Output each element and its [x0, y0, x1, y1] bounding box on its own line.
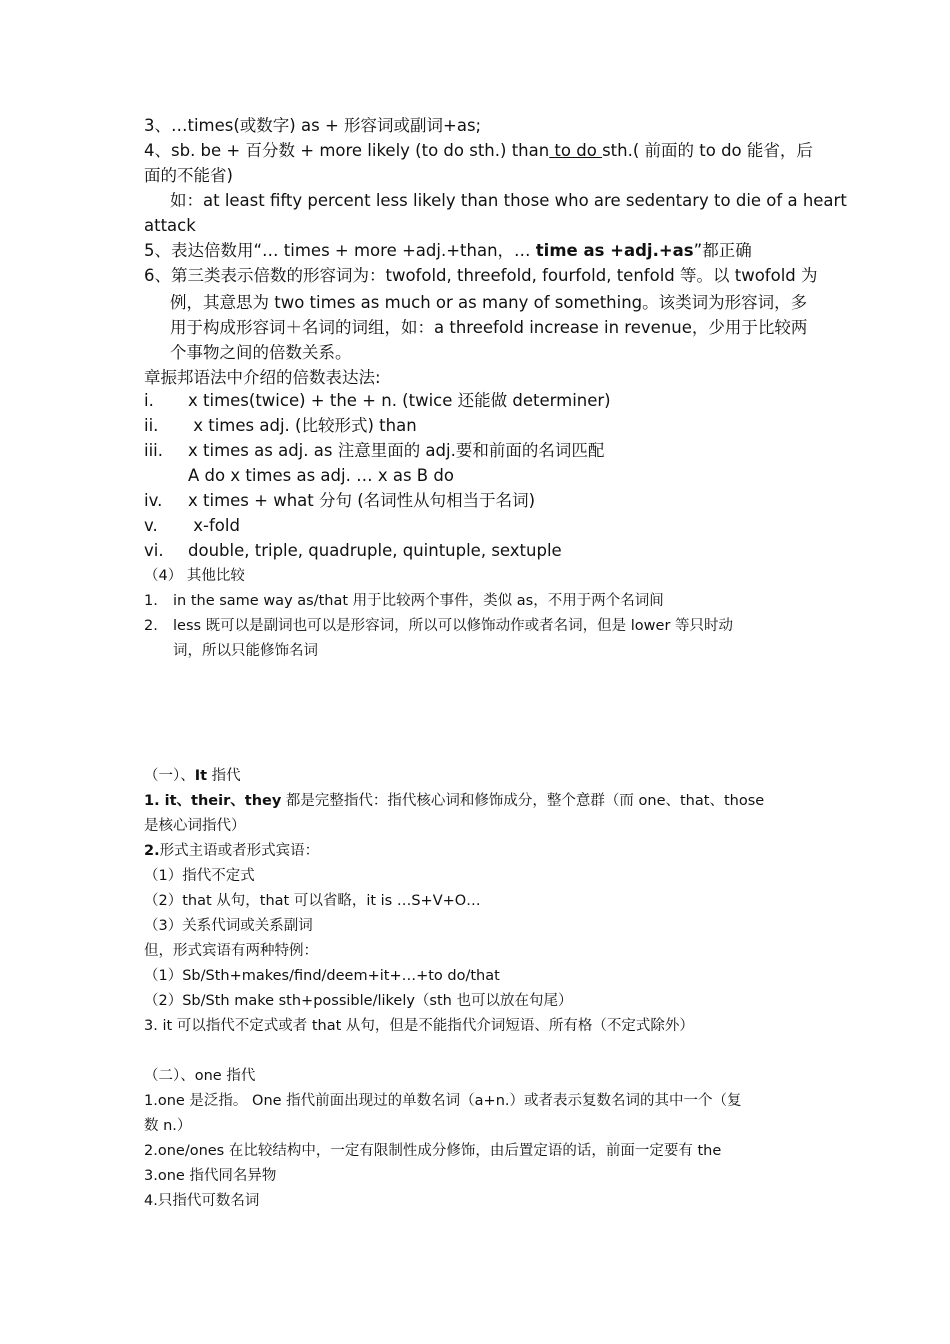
rule-4: 4、sb. be + 百分数 + more likely (to do sth.) than to do sth.( 前面的 to do 能省，后 — [144, 141, 813, 160]
it-subpoint: （1）Sb/Sth+makes/find/deem+it+…+to do/that — [144, 968, 500, 984]
rule-6: 6、第三类表示倍数的形容词为：twofold, threefold, fourfold, tenfold 等。以 twofold 为 — [144, 266, 818, 285]
it-point-1-cont: 是核心词指代） — [144, 818, 246, 834]
example-line-cont: attack — [144, 216, 196, 235]
it-subpoint: （2）that 从句，that 可以省略，it is …S+V+O… — [144, 893, 481, 909]
underlined-text: to do — [549, 141, 603, 160]
list-item: 1. in the same way as/that 用于比较两个事件，类似 as，不用于两个名词间 — [144, 593, 664, 609]
other-comparison-heading: （4） 其他比较 — [144, 568, 245, 584]
roman-item: ii. x times adj. (比较形式) than — [144, 416, 417, 435]
it-point-2: 2.形式主语或者形式宾语： — [144, 843, 320, 859]
rule-5: 5、表达倍数用“… times + more +adj.+than，… time as +adj.+as”都正确 — [144, 241, 752, 260]
roman-item: v. x-fold — [144, 516, 240, 535]
it-point-3: 3. it 可以指代不定式或者 that 从句，但是不能指代介词短语、所有格（不定式除外） — [144, 1018, 694, 1034]
it-subpoint: （3）关系代词或关系副词 — [144, 918, 313, 934]
one-point-2: 2.one/ones 在比较结构中，一定有限制性成分修饰，由后置定语的话，前面一定要有 the — [144, 1143, 722, 1159]
it-exception-heading: 但，形式宾语有两种特例： — [144, 943, 318, 959]
rule-3: 3、…times(或数字) as + 形容词或副词+as; — [144, 116, 482, 135]
list-item: 2. less 既可以是副词也可以是形容词，所以可以修饰动作或者名词，但是 lower 等只时动 — [144, 618, 734, 634]
one-heading: （二）、one 指代 — [144, 1068, 256, 1084]
roman-item: i. x times(twice) + the + n. (twice 还能做 determiner) — [144, 391, 611, 410]
rule-4-cont: 面的不能省) — [144, 166, 233, 185]
one-point-1: 1.one 是泛指。 One 指代前面出现过的单数名词（a+n.）或者表示复数名词的其中一个（复 — [144, 1093, 742, 1109]
one-point-4: 4.只指代可数名词 — [144, 1193, 260, 1209]
it-point-1: 1. it、their、they 都是完整指代：指代核心词和修饰成分，整个意群（而 one、that、those — [144, 793, 765, 809]
example-line: 如：at least fifty percent less likely than those who are sedentary to die of a heart — [170, 191, 847, 210]
list-item-cont: 词，所以只能修饰名词 — [173, 643, 318, 659]
roman-item: iv. x times + what 分句 (名词性从句相当于名词) — [144, 491, 536, 510]
it-subpoint: （1）指代不定式 — [144, 868, 255, 884]
it-subpoint: （2）Sb/Sth make sth+possible/likely（sth 也可以放在句尾） — [144, 993, 573, 1009]
roman-item: vi. double, triple, quadruple, quintuple, sextuple — [144, 541, 562, 560]
one-point-3: 3.one 指代同名异物 — [144, 1168, 277, 1184]
rule-6-cont: 用于构成形容词＋名词的词组，如：a threefold increase in revenue，少用于比较两 — [170, 318, 808, 337]
rule-6-cont: 例，其意思为 two times as much or as many of something。该类词为形容词，多 — [170, 293, 808, 312]
one-point-1-cont: 数 n.） — [144, 1118, 192, 1134]
zhang-heading: 章振邦语法中介绍的倍数表达法: — [144, 368, 381, 387]
roman-item: iii. x times as adj. as 注意里面的 adj.要和前面的名词匹配 — [144, 441, 605, 460]
rule-6-cont: 个事物之间的倍数关系。 — [170, 343, 352, 362]
roman-item: A do x times as adj. … x as B do — [188, 466, 454, 485]
it-heading: （一）、It 指代 — [144, 768, 241, 784]
